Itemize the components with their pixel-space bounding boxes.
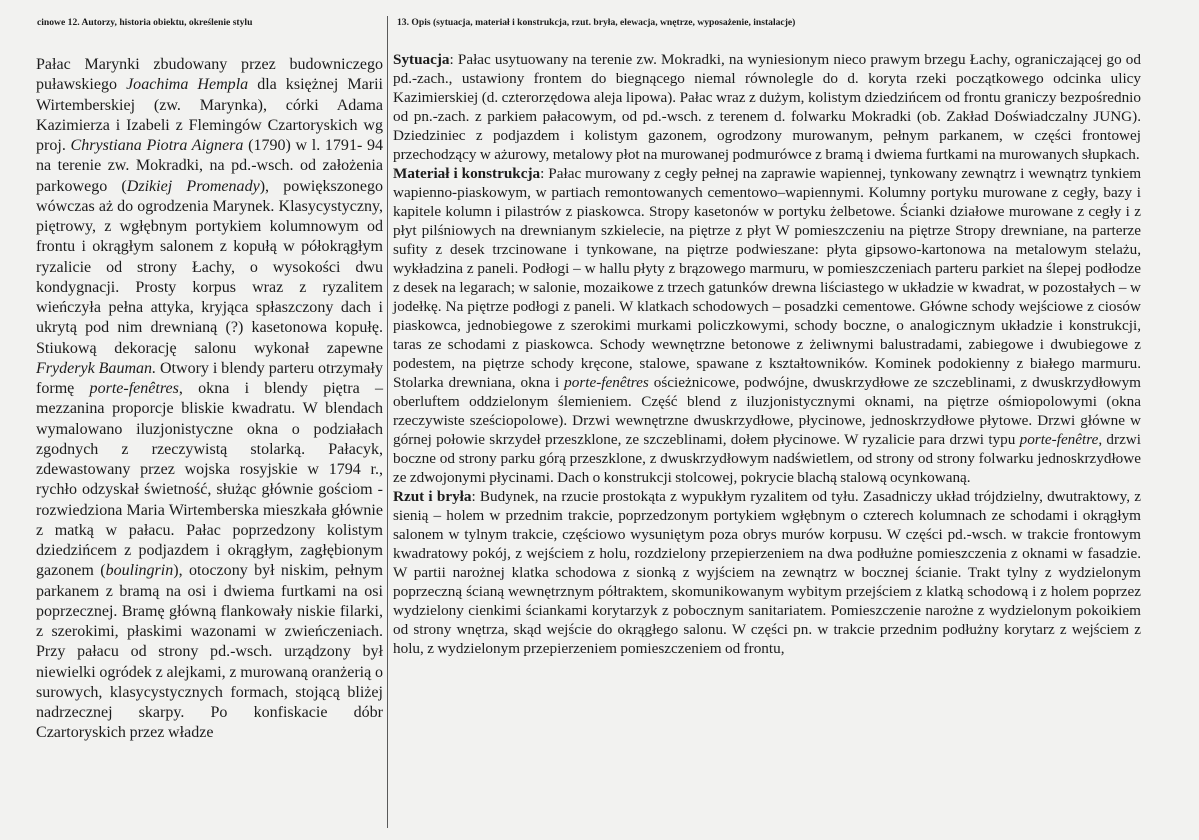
section-label: Materiał i konstrukcja [393, 164, 541, 182]
paragraph-rzut [393, 488, 1141, 659]
text-run: ościeżnicowe, podwójne, dwuskrzydłowe ze szczeblinami, z dwuskrzydłowym oberluftem oddzielonym ślemieniem. Część blend z iluzjonistycznymi oknami, na piętrze ośmiopolowymi (okna rzeczywiste sześciopolowe). Drzwi wewnętrzne dwuskrzydłowe, płycinowe, jednoskrzydłowe płytowe. Drzwi główne w górnej połowie skrzydeł przeszklone, ze szczeblinami, dołem płycinowe. W ryzalicie para drzwi typu [393, 373, 1141, 448]
italic-text: Dzikiej Promenady [126, 177, 260, 195]
paragraph-material [393, 165, 1141, 488]
section-label: Sytuacja [393, 51, 450, 68]
italic-text: porte-fenêtre [1019, 430, 1099, 448]
text-run: (1790) w l. 1791- 94 na terenie zw. Mokradki, na pd.-wsch. od założenia parkowego ( [36, 137, 383, 195]
italic-text: boulingrin [105, 562, 174, 580]
text-run: : Pałac murowany z cegły pełnej na zaprawie wapiennej, tynkowany zewnątrz i wewnątrz tynkiem wapienno-piaskowym, w partiach remontowanych cementowo–wapiennymi. Kolumny portyku murowane z cegły, bazy i kapitele kolumn i pilastrów z piaskowca. Stropy kasetonów w portyku żelbetowe. Ścianki działowe murowane z cegły i z płyt pilśniowych na drewnianym szkielecie, na piętrze z płyt W pomieszczeniu na piętrze Stropy drewniane, na parterze sufity z desek trzcinowane i tynkowane, na piętrze podwieszane: płyta gipsowo-kartonowa na metalowym stelażu, wykładzina z paneli. Podłogi – w hallu płyty z brązowego marmuru, w pomieszczeniach parteru parkiet na ślepej podłodze z desek na legarach; w salonie, mozaikowe z trzech gatunków drewna liściastego w układzie w kwadrat, w pozostałych – w jodełkę. Na piętrze podłogi z paneli. W klatkach schodowych – posadzki cementowe. Główne schody wejściowe z ciosów piaskowca, jednobiegowe z szerokimi murkami policzkowymi, schody boczne, o analogicznym układzie i konstrukcji, taras ze schodami z piaskowca. Schody wewnętrzne betonowe z żeliwnymi balustradami, zabiegowe i dwubiegowe z podestem, na piętrze schody kręcone, stalowe, spawane z kształtowników. Kominek podokienny z białego marmuru. Stolarka drewniana, okna i [393, 164, 1142, 391]
text-run: , okna i blendy piętra – mezzanina proporcje bliskie kwadratu. W blendach wymalowano iluzjonistyczne okna o podziałach zgodnych z rzeczywistą stolarką. Pałacyk, zdewastowany przez wojska rosyjskie w 1794 r., rychło odzyskał świetność, służąc głównie gościom - rozwiedziona Maria Wirtemberska mieszkała głównie z matką w pałacu. Pałac poprzedzony kolistym dziedzińcem z podjazdem i okrągłym, zagłębionym gazonem ( [36, 380, 383, 580]
text-run: : Pałac usytuowany na terenie zw. Mokradki, na wyniesionym nieco prawym brzegu Łachy, ograniczającej go od pd.-zach., ustawiony frontem do biegnącego niemal równolegle do d. koryta rzeki początkowego odcinka ulicy Kazimierskiej (d. czterorzędowa aleja lipowa). Pałac wraz z dużym, kolistym dziedzińcem od frontu graniczy bezpośrednio od pn.-zach. z parkiem pałacowym, od pd.-wsch. z terenem d. folwarku Mokradki (ob. Zakład Doświadczalny JUNG). Dziedziniec z podjazdem i kolistym gazonem, ogrodzony murowanym, pełnym parkanem, w części frontowej przechodzący w ażurowy, metalowy płot na murowanej podmurówce z bramą i dwiema furtkami na murowanych słupkach. [393, 51, 1141, 163]
italic-text: Chrystiana Piotra Aignera [70, 137, 244, 154]
right-column-header: 13. Opis (sytuacja, materiał i konstrukcja, rzut. bryła, elewacja, wnętrze, wyposażenie, instalacje) [397, 17, 796, 28]
history-text [36, 55, 383, 744]
section-label: Rzut i bryła [393, 487, 472, 505]
description-text [393, 51, 1141, 659]
text-run: dla księżnej Marii Wirtemberskiej (zw. Marynka), córki Adama Kazimierza i Izabeli z Flemingów Czartoryskich wg proj. [36, 76, 383, 154]
text-run: Pałac Marynki zbudowany przez budowniczego puławskiego [36, 56, 383, 94]
left-column-header: cinowe 12. Autorzy, historia obiektu, określenie stylu [37, 17, 253, 28]
italic-text: Fryderyk Bauman. [36, 359, 157, 377]
paragraph-sytuacja [393, 51, 1141, 165]
text-run: Otwory i blendy parteru otrzymały formę [36, 359, 383, 397]
italic-text: Joachima Hempla [126, 76, 249, 94]
text-run: ), otoczony był niskim, pełnym parkanem z bramą na osi i dwiema furtkami na osi poprzecznej. Bramę główną flankowały niskie filarki, z szerokimi, płaskimi wazonami w zwieńczeniach. Przy pałacu od strony pd.-wsch. urządzony był niewielki ogródek z alejkami, z murowaną oranżerią o surowych, klasycystycznych formach, stojącą bliżej nadrzecznej skarpy. Po konfiskacie dóbr Czartoryskich przez władze [36, 562, 383, 742]
italic-text: porte-fenêtres [89, 380, 179, 397]
column-divider [387, 16, 388, 828]
text-run: , drzwi boczne od strony parku górą przeszklone, z dwuskrzydłowym nadświetlem, od strony od strony folwarku jednoskrzydłowe ze zdwojonymi płycinami. Dach o konstrukcji stolcowej, pokrycie blachą stalową ocynkowaną. [393, 430, 1141, 486]
text-run: : Budynek, na rzucie prostokąta z wypukłym ryzalitem od tyłu. Zasadniczy układ trójdzielny, dwutraktowy, z sienią – holem w przednim trakcie, poprzedzonym portykiem wgłębnym o czterech kolumnach ze schodami i okrągłym salonem w tylnym trakcie, częściowo wysuniętym poza obrys murów korpusu. W części pd.-wsch. w trakcie frontowym kwadratowy pokój, z wejściem z holu, rozdzielony przepierzeniem na dwa podłużne pomieszczenia z oknami w fasadzie. W partii narożnej klatka schodowa z sionką z wyjściem na zewnątrz w bocznej ścianie. Trakt tylny z wydzielonym poprzeczną ścianą wewnętrznym półtraktem, skomunikowanym wybitym przejściem z klatką schodową i z holem poprzez wydzielony cienkimi ściankami korytarzyk z pobocznym sanitariatem. Pomieszczenie narożne z wydzielonym pokoikiem od strony wnętrza, skąd wejście do okrągłego salonu. W części pn. w trakcie przednim podłużny korytarz z wejściem z holu, z wydzielonym przepierzeniem pomieszczeniem od frontu, [393, 487, 1141, 657]
text-run: ), powiększonego wówczas aż do ogrodzenia Marynek. Klasycystyczny, piętrowy, z wgłębnym portykiem kolumnowym od frontu i okrągłym salonem z kopułą w półokrągłym ryzalicie od strony Łachy, o wysokości dwu kondygnacji. Prosty korpus wraz z ryzalitem wieńczyła pełna attyka, kryjąca spłaszczony dach i ukrytą pod nim drewnianą (?) kasetonowa kopułę. Stiukową dekorację salonu wykonał zapewne [36, 177, 383, 357]
italic-text: porte-fenêtres [564, 373, 649, 391]
